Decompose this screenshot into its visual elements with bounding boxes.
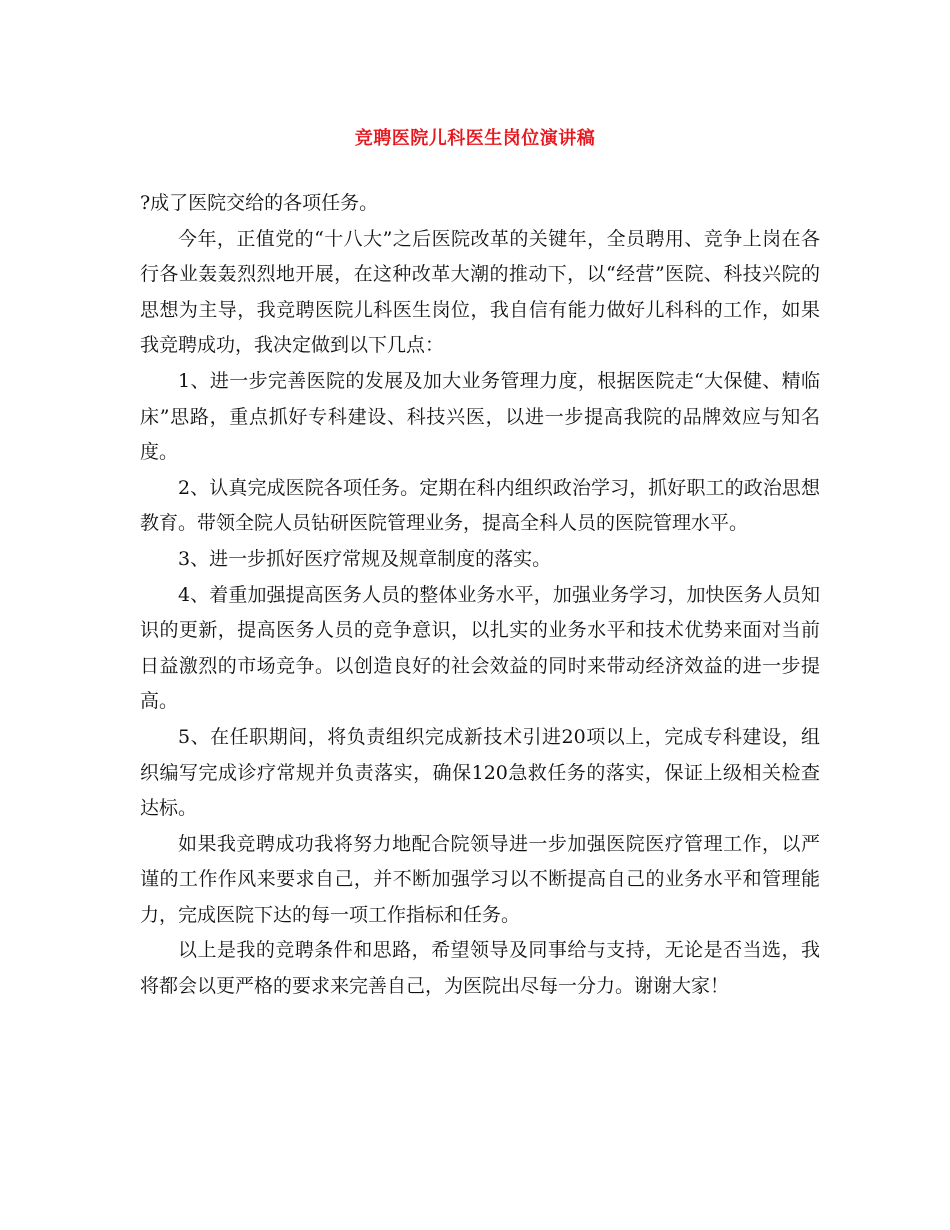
paragraph-commitment: 如果我竞聘成功我将努力地配合院领导进一步加强医院医疗管理工作，以严谨的工作作风来要求自己，并不断加强学习以不断提高自己的业务水平和管理能力，完成医院下达的每一项工作指标和任务。 — [140, 832, 820, 926]
paragraph-point-1: 1、进一步完善医院的发展及加大业务管理力度，根据医院走“大保健、精临床”思路，重点抓好专科建设、科技兴医，以进一步提高我院的品牌效应与知名度。 — [140, 369, 820, 464]
document-body — [140, 186, 820, 1005]
paragraph-point-3: 3、进一步抓好医疗常规及规章制度的落实。 — [178, 547, 552, 570]
paragraph-intro: 今年，正值党的“十八大”之后医院改革的关键年，全员聘用、竞争上岗在各行各业轰轰烈烈地开展，在这种改革大潮的推动下，以“经营”医院、科技兴院的思想为主导，我竞聘医院儿科医生岗位，我自信有能力做好儿科科的工作，如果我竞聘成功，我决定做到以下几点： — [140, 227, 820, 357]
paragraph-point-5: 5、在任职期间，将负责组织完成新技术引进20项以上，完成专科建设，组织编写完成诊疗常规并负责落实，确保120急救任务的落实，保证上级相关检查达标。 — [140, 725, 820, 820]
paragraph-closing: 以上是我的竞聘条件和思路，希望领导及同事给与支持，无论是否当选，我将都会以更严格的要求来完善自己，为医院出尽每一分力。谢谢大家！ — [140, 939, 820, 998]
paragraph-point-2: 2、认真完成医院各项任务。定期在科内组织政治学习，抓好职工的政治思想教育。带领全院人员钻研医院管理业务，提高全科人员的医院管理水平。 — [140, 476, 820, 535]
paragraph-point-4: 4、着重加强提高医务人员的整体业务水平，加强业务学习，加快医务人员知识的更新，提高医务人员的竞争意识，以扎实的业务水平和技术优势来面对当前日益激烈的市场竞争。以创造良好的社会效益的同时来带动经济效益的进一步提高。 — [140, 583, 820, 713]
paragraph-continuation: ?成了医院交给的各项任务。 — [140, 192, 379, 214]
document-title: 竞聘医院儿科医生岗位演讲稿 — [354, 128, 596, 149]
